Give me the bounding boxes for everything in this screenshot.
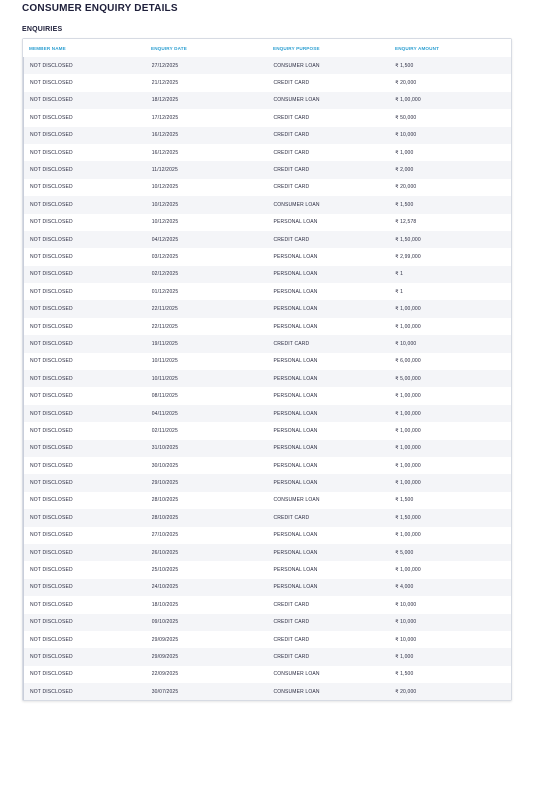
table-row: [23, 631, 511, 648]
enquiry-amount-cell: ₹ 1,500: [395, 671, 414, 678]
member-name-cell: NOT DISCLOSED: [30, 288, 73, 295]
enquiry-date-cell: 24/10/2025: [151, 584, 179, 591]
enquiry-amount-cell: ₹ 1,00,000: [395, 567, 421, 574]
enquiry-purpose-cell: CONSUMER LOAN: [273, 688, 320, 695]
table-row: [23, 648, 511, 665]
enquiry-amount-cell: ₹ 20,000: [395, 184, 417, 191]
enquiry-amount-cell: ₹ 2,000: [395, 167, 414, 174]
table-row: [23, 614, 511, 631]
member-name-cell: NOT DISCLOSED: [30, 375, 73, 382]
enquiry-date-cell: 09/10/2025: [151, 619, 179, 626]
enquiry-purpose-cell: CREDIT CARD: [273, 236, 310, 243]
enquiry-amount-cell: ₹ 6,00,000: [395, 358, 421, 365]
enquiry-purpose-cell: PERSONAL LOAN: [273, 219, 318, 226]
enquiry-date-cell: 10/11/2025: [151, 358, 178, 365]
enquiry-purpose-cell: CONSUMER LOAN: [273, 62, 320, 69]
enquiry-purpose-cell: CREDIT CARD: [273, 601, 310, 608]
enquiry-purpose-cell: PERSONAL LOAN: [273, 288, 318, 295]
enquiry-purpose-cell: PERSONAL LOAN: [273, 462, 318, 469]
table-row: [23, 666, 511, 683]
enquiry-purpose-cell: CREDIT CARD: [273, 149, 310, 156]
enquiry-purpose-cell: CREDIT CARD: [273, 340, 310, 347]
enquiry-date-cell: 30/10/2025: [151, 462, 179, 469]
enquiry-date-cell: 25/10/2025: [151, 567, 179, 574]
enquiry-amount-cell: ₹ 1,00,000: [395, 480, 421, 487]
table-row: [23, 214, 511, 231]
table-header-row: [23, 39, 511, 57]
enquiry-date-cell: 29/10/2025: [151, 480, 179, 487]
enquiry-amount-cell: ₹ 20,000: [395, 80, 417, 87]
member-name-cell: NOT DISCLOSED: [30, 306, 73, 313]
table-row: [23, 318, 511, 335]
member-name-cell: NOT DISCLOSED: [30, 149, 73, 156]
member-name-cell: NOT DISCLOSED: [30, 445, 73, 452]
table-row: [23, 144, 511, 161]
member-name-cell: NOT DISCLOSED: [30, 340, 73, 347]
enquiry-purpose-cell: PERSONAL LOAN: [273, 584, 318, 591]
enquiry-date-cell: 10/12/2025: [151, 219, 179, 226]
table-row: [23, 335, 511, 352]
enquiry-date-cell: 10/11/2025: [151, 375, 178, 382]
enquiry-amount-cell: ₹ 1,00,000: [395, 462, 421, 469]
enquiry-purpose-cell: PERSONAL LOAN: [273, 532, 318, 539]
enquiry-purpose-cell: CONSUMER LOAN: [273, 97, 320, 104]
enquiry-date-cell: 29/09/2025: [151, 653, 179, 660]
table-row: [23, 127, 511, 144]
enquiry-amount-cell: ₹ 10,000: [395, 601, 417, 608]
member-name-cell: NOT DISCLOSED: [30, 323, 73, 330]
column-header-member-name: MEMBER NAME: [29, 45, 66, 51]
enquiry-date-cell: 22/11/2025: [151, 306, 178, 313]
member-name-cell: NOT DISCLOSED: [30, 358, 73, 365]
table-row: [23, 440, 511, 457]
enquiry-purpose-cell: CREDIT CARD: [273, 167, 310, 174]
column-header-enquiry-date: ENQUIRY DATE: [151, 45, 187, 51]
column-header-enquiry-purpose: ENQUIRY PURPOSE: [273, 45, 320, 51]
table-row: [23, 561, 511, 578]
section-title: ENQUIRIES: [22, 26, 63, 33]
table-row: [23, 474, 511, 491]
table-row: [23, 283, 511, 300]
enquiry-date-cell: 08/11/2025: [151, 393, 178, 400]
member-name-cell: NOT DISCLOSED: [30, 532, 73, 539]
enquiry-amount-cell: ₹ 5,00,000: [395, 375, 421, 382]
enquiry-purpose-cell: CREDIT CARD: [273, 114, 310, 121]
enquiry-purpose-cell: PERSONAL LOAN: [273, 306, 318, 313]
enquiry-amount-cell: ₹ 1,00,000: [395, 306, 421, 313]
enquiry-date-cell: 19/11/2025: [151, 340, 178, 347]
enquiry-date-cell: 29/09/2025: [151, 636, 179, 643]
column-header-enquiry-amount: ENQUIRY AMOUNT: [395, 45, 440, 51]
table-row: [23, 196, 511, 213]
table-row: [23, 109, 511, 126]
enquiry-date-cell: 10/12/2025: [151, 201, 179, 208]
member-name-cell: NOT DISCLOSED: [30, 584, 73, 591]
table-row: [23, 300, 511, 317]
enquiry-date-cell: 27/12/2025: [151, 62, 179, 69]
member-name-cell: NOT DISCLOSED: [30, 236, 73, 243]
enquiry-purpose-cell: CONSUMER LOAN: [273, 201, 320, 208]
enquiry-amount-cell: ₹ 2,99,000: [395, 253, 421, 260]
enquiry-date-cell: 16/12/2025: [151, 132, 179, 139]
member-name-cell: NOT DISCLOSED: [30, 167, 73, 174]
member-name-cell: NOT DISCLOSED: [30, 549, 73, 556]
table-row: [23, 161, 511, 178]
member-name-cell: NOT DISCLOSED: [30, 619, 73, 626]
table-row: [23, 92, 511, 109]
member-name-cell: NOT DISCLOSED: [30, 427, 73, 434]
member-name-cell: NOT DISCLOSED: [30, 132, 73, 139]
enquiry-amount-cell: ₹ 10,000: [395, 340, 417, 347]
enquiry-amount-cell: ₹ 1,00,000: [395, 393, 421, 400]
enquiry-amount-cell: ₹ 1,00,000: [395, 532, 421, 539]
member-name-cell: NOT DISCLOSED: [30, 410, 73, 417]
enquiry-purpose-cell: PERSONAL LOAN: [273, 410, 318, 417]
enquiry-purpose-cell: PERSONAL LOAN: [273, 445, 318, 452]
member-name-cell: NOT DISCLOSED: [30, 271, 73, 278]
member-name-cell: NOT DISCLOSED: [30, 653, 73, 660]
enquiry-amount-cell: ₹ 20,000: [395, 688, 417, 695]
member-name-cell: NOT DISCLOSED: [30, 601, 73, 608]
enquiry-purpose-cell: PERSONAL LOAN: [273, 358, 318, 365]
enquiry-purpose-cell: PERSONAL LOAN: [273, 427, 318, 434]
enquiry-purpose-cell: CREDIT CARD: [273, 80, 310, 87]
enquiry-amount-cell: ₹ 1,00,000: [395, 323, 421, 330]
enquiry-amount-cell: ₹ 1,00,000: [395, 97, 421, 104]
member-name-cell: NOT DISCLOSED: [30, 567, 73, 574]
enquiry-purpose-cell: PERSONAL LOAN: [273, 549, 318, 556]
enquiry-date-cell: 22/11/2025: [151, 323, 178, 330]
enquiry-purpose-cell: PERSONAL LOAN: [273, 480, 318, 487]
member-name-cell: NOT DISCLOSED: [30, 201, 73, 208]
enquiry-amount-cell: ₹ 4,000: [395, 584, 414, 591]
member-name-cell: NOT DISCLOSED: [30, 688, 73, 695]
enquiry-date-cell: 10/12/2025: [151, 184, 179, 191]
enquiry-amount-cell: ₹ 50,000: [395, 114, 417, 121]
table-row: [23, 579, 511, 596]
enquiries-table: [22, 38, 512, 701]
enquiry-amount-cell: ₹ 1,50,000: [395, 236, 421, 243]
member-name-cell: NOT DISCLOSED: [30, 636, 73, 643]
enquiry-purpose-cell: PERSONAL LOAN: [273, 393, 318, 400]
table-row: [23, 527, 511, 544]
enquiry-date-cell: 04/12/2025: [151, 236, 179, 243]
enquiry-date-cell: 28/10/2025: [151, 514, 179, 521]
page-title: CONSUMER ENQUIRY DETAILS: [22, 3, 178, 14]
table-row: [23, 179, 511, 196]
table-row: [23, 457, 511, 474]
table-row: [23, 74, 511, 91]
table-row: [23, 353, 511, 370]
table-row: [23, 266, 511, 283]
table-row: [23, 370, 511, 387]
enquiry-amount-cell: ₹ 12,578: [395, 219, 417, 226]
enquiry-purpose-cell: CREDIT CARD: [273, 514, 310, 521]
enquiry-date-cell: 26/10/2025: [151, 549, 179, 556]
enquiry-purpose-cell: PERSONAL LOAN: [273, 375, 318, 382]
enquiry-amount-cell: ₹ 10,000: [395, 619, 417, 626]
enquiry-purpose-cell: CREDIT CARD: [273, 132, 310, 139]
enquiry-purpose-cell: PERSONAL LOAN: [273, 323, 318, 330]
enquiry-amount-cell: ₹ 1,500: [395, 62, 414, 69]
enquiry-date-cell: 27/10/2025: [151, 532, 179, 539]
enquiry-purpose-cell: CREDIT CARD: [273, 619, 310, 626]
enquiry-amount-cell: ₹ 1,00,000: [395, 410, 421, 417]
enquiry-purpose-cell: CREDIT CARD: [273, 653, 310, 660]
enquiry-date-cell: 18/12/2025: [151, 97, 179, 104]
enquiry-date-cell: 16/12/2025: [151, 149, 179, 156]
enquiry-amount-cell: ₹ 1: [395, 271, 404, 278]
enquiry-date-cell: 21/12/2025: [151, 80, 179, 87]
table-body: [23, 57, 511, 700]
table-row: [23, 544, 511, 561]
member-name-cell: NOT DISCLOSED: [30, 80, 73, 87]
enquiry-date-cell: 02/12/2025: [151, 271, 179, 278]
enquiry-amount-cell: ₹ 10,000: [395, 132, 417, 139]
enquiry-date-cell: 02/11/2025: [151, 427, 178, 434]
enquiry-amount-cell: ₹ 10,000: [395, 636, 417, 643]
table-row: [23, 231, 511, 248]
enquiry-amount-cell: ₹ 1,00,000: [395, 427, 421, 434]
member-name-cell: NOT DISCLOSED: [30, 184, 73, 191]
member-name-cell: NOT DISCLOSED: [30, 114, 73, 121]
enquiry-date-cell: 03/12/2025: [151, 253, 179, 260]
enquiry-purpose-cell: CREDIT CARD: [273, 636, 310, 643]
enquiry-amount-cell: ₹ 1,000: [395, 149, 414, 156]
enquiry-amount-cell: ₹ 1,500: [395, 201, 414, 208]
member-name-cell: NOT DISCLOSED: [30, 480, 73, 487]
enquiry-amount-cell: ₹ 1,000: [395, 653, 414, 660]
table-row: [23, 248, 511, 265]
member-name-cell: NOT DISCLOSED: [30, 514, 73, 521]
table-row: [23, 596, 511, 613]
member-name-cell: NOT DISCLOSED: [30, 393, 73, 400]
enquiry-amount-cell: ₹ 1,50,000: [395, 514, 421, 521]
enquiry-date-cell: 17/12/2025: [151, 114, 179, 121]
enquiry-amount-cell: ₹ 5,000: [395, 549, 414, 556]
member-name-cell: NOT DISCLOSED: [30, 219, 73, 226]
member-name-cell: NOT DISCLOSED: [30, 462, 73, 469]
enquiry-date-cell: 04/11/2025: [151, 410, 178, 417]
enquiry-date-cell: 31/10/2025: [151, 445, 179, 452]
table-row: [23, 405, 511, 422]
member-name-cell: NOT DISCLOSED: [30, 497, 73, 504]
table-row: [23, 492, 511, 509]
table-row: [23, 509, 511, 526]
enquiry-date-cell: 01/12/2025: [151, 288, 179, 295]
member-name-cell: NOT DISCLOSED: [30, 97, 73, 104]
enquiry-date-cell: 11/12/2025: [151, 167, 178, 174]
enquiry-purpose-cell: PERSONAL LOAN: [273, 253, 318, 260]
enquiry-purpose-cell: CREDIT CARD: [273, 184, 310, 191]
enquiry-purpose-cell: PERSONAL LOAN: [273, 567, 318, 574]
enquiry-amount-cell: ₹ 1,500: [395, 497, 414, 504]
table-row: [23, 387, 511, 404]
enquiry-date-cell: 30/07/2025: [151, 688, 179, 695]
enquiry-purpose-cell: CONSUMER LOAN: [273, 671, 320, 678]
table-row: [23, 422, 511, 439]
enquiry-purpose-cell: PERSONAL LOAN: [273, 271, 318, 278]
member-name-cell: NOT DISCLOSED: [30, 253, 73, 260]
enquiry-amount-cell: ₹ 1: [395, 288, 404, 295]
table-row: [23, 683, 511, 700]
table-row: [23, 57, 511, 74]
member-name-cell: NOT DISCLOSED: [30, 671, 73, 678]
enquiry-purpose-cell: CONSUMER LOAN: [273, 497, 320, 504]
enquiry-amount-cell: ₹ 1,00,000: [395, 445, 421, 452]
member-name-cell: NOT DISCLOSED: [30, 62, 73, 69]
enquiry-date-cell: 18/10/2025: [151, 601, 179, 608]
enquiry-date-cell: 28/10/2025: [151, 497, 179, 504]
enquiry-date-cell: 22/09/2025: [151, 671, 179, 678]
